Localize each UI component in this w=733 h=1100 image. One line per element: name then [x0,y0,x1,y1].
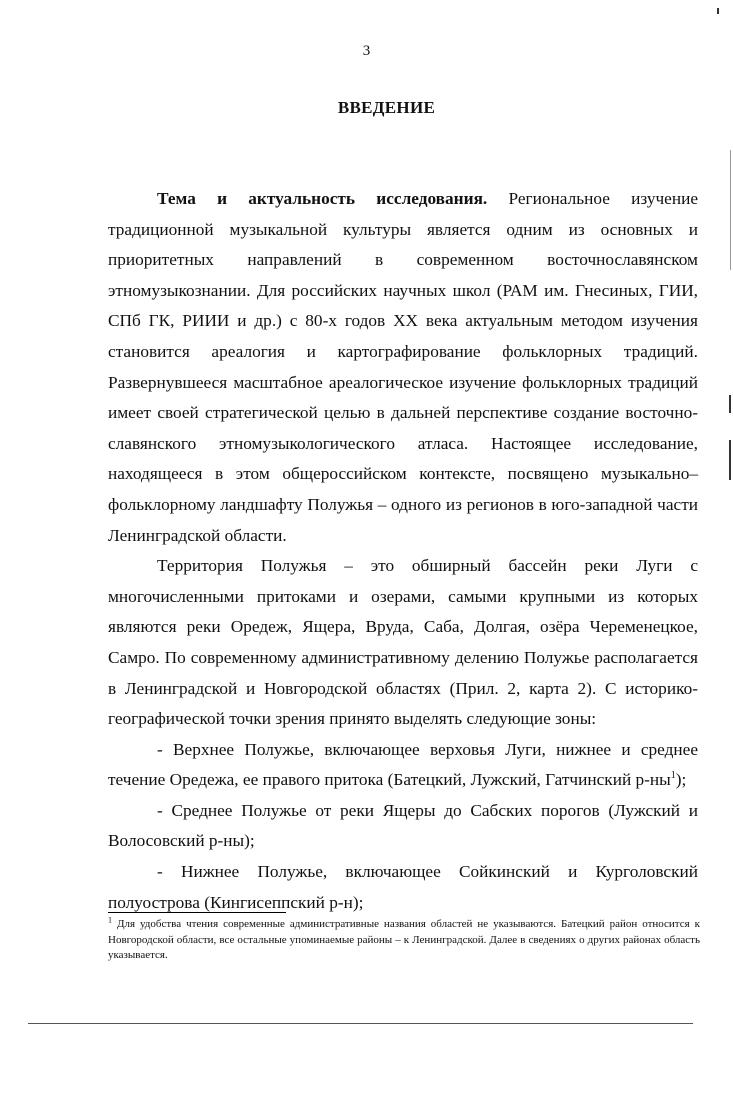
zone-item-lower: - Нижнее Полужье, включающее Сойкинский и Курголовский полуострова (Кингисеппский р-н); [108,862,698,912]
body-text [108,184,698,918]
page-title: ВВЕДЕНИЕ [337,98,436,117]
scan-artifact-line [28,1023,693,1024]
scan-artifact-edge [730,150,731,270]
scan-artifact-mark [729,440,731,480]
scan-artifact-mark [729,395,731,413]
footnote-text: Для удобства чтения современные административные названия областей не указываются. Батецкий район относится к Новгородской области, все остальные упоминаемые районы – к Ленинградской. Далее в сведениях о других районах область указывается. [108,918,700,961]
zone-item-middle: - Среднее Полужье от реки Ящеры до Сабских порогов (Лужский и Волосовский р-ны); [108,800,698,851]
footnote-marker: 1 [108,915,112,925]
footnote-divider [108,912,286,913]
paragraph-topic [108,184,698,551]
topic-lead: Тема и актуальность исследования. [157,189,488,208]
footnote [108,917,700,964]
page-number: 3 [362,43,371,59]
zone-item-upper: - Верхнее Полужье, включающее верховья Луги, нижнее и среднее течение Оредежа, ее правого притока (Батецкий, Лужский, Гатчинский $р-ны^1$); [108,739,698,790]
paragraph-territory: Территория Полужья – это обширный бассейн реки Луги с многочисленными притоками и озерами, самыми крупными из которых являются реки Оредеж, Ящера, Вруда, Саба, Долгая, озёра Череменецкое, Самро. По современному административному делению Полужье располагается в Ленинградской и Новгородской областях (Прил. 2, карта 2). С историко-географической точки зрения принято выделять следующие зоны: [108,556,698,729]
scan-artifact-mark [717,8,719,14]
footnote-ref[interactable]: 1 [670,770,676,782]
topic-text: Региональное изучение традиционной музыкальной культуры является одним из основных и приоритетных направлений в современном восточнославянском этномузыкознании. Для российских научных школ (РАМ им. Гнесиных, ГИИ, СПб ГК, РИИИ и др.) с 80-х годов XX века актуальным методом изучения становится ареалогия и картографирование фольклорных традиций. Развернувшееся масштабное ареалогическое изучение фольклорных традиций имеет своей стратегической целью в дальней перспективе создание восточно-славянского этномузыкологического атласа. Настоящее исследование, находящееся в этом общероссийском контексте, посвящено музыкально–фольклорному ландшафту Полужья – одного из регионов в юго-западной части Ленинградской области. [108,189,698,545]
